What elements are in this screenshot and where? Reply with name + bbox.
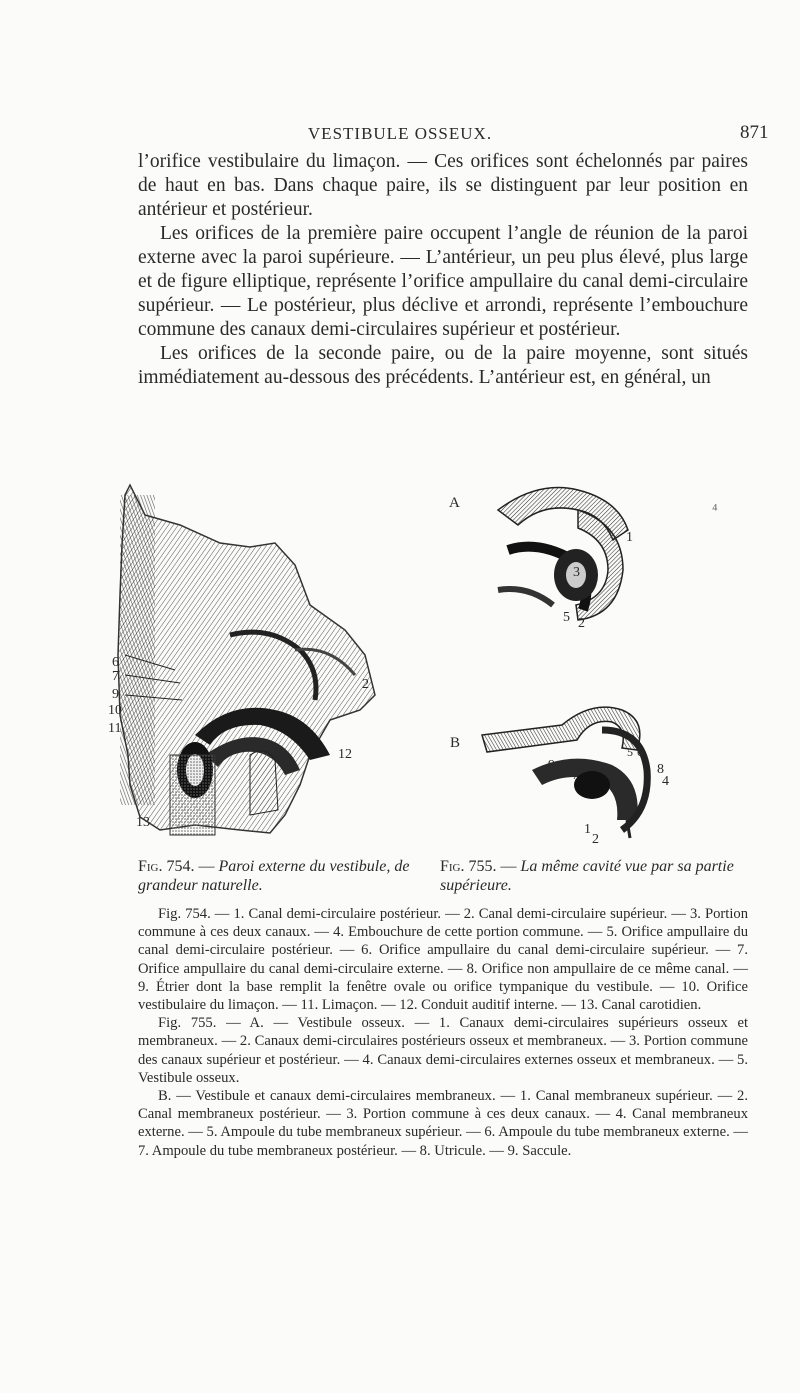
figure-754-drawing <box>100 455 400 845</box>
running-head: VESTIBULE OSSEUX. <box>307 124 493 143</box>
figure-legend <box>138 905 748 1160</box>
fig755b-label-5: 5 <box>627 745 633 759</box>
fig755b-label-9: 9 <box>548 758 555 773</box>
fig755b-label-2: 2 <box>592 832 599 847</box>
fig754-label-2: 2 <box>362 677 369 692</box>
fig754-label-6: 6 <box>112 655 119 670</box>
legend-fig754: Fig. 754. — 1. Canal demi-circulaire postérieur. — 2. Canal demi-circulaire supérieur. — 3. Portion commune à ces deux canaux. — 4. Embouchure de cette portion commune. — 5. Orifice ampullaire du canal demi-circulaire postérieur. — 6. Orifice ampullaire du canal demi-circulaire supérieur. — 7. Orifice ampullaire du canal demi-circulaire externe. — 8. Orifice non ampullaire de ce même canal. — 9. Étrier dont la base remplit la fenêtre ovale ou orifice tympanique du vestibule. — 10. Orifice vestibulaire du limaçon. — 11. Limaçon. — 12. Conduit auditif interne. — 13. Canal carotidien. <box>138 906 748 1014</box>
figure-755a-engraving <box>478 470 668 690</box>
fig754-label-12: 12 <box>338 747 352 762</box>
fig755a-label-2: 2 <box>578 616 585 631</box>
body-text <box>138 150 748 390</box>
fig754-label-9: 9 <box>112 687 119 702</box>
caption-fig755-number: Fig. 755. <box>440 858 497 875</box>
fig754-label-10: 10 <box>108 703 122 718</box>
fig755a-label-1: 1 <box>626 530 633 545</box>
legend-fig755a: Fig. 755. — A. — Vestibule osseux. — 1. Canaux demi-circulaires supérieurs osseux et membraneux. — 2. Canaux demi-circulaires postérieurs osseux et membraneux. — 3. Portion commune des canaux supérieur et postérieur. — 4. Canaux demi-circulaires externes osseux et membraneux. — 5. Vestibule osseux. <box>138 1015 748 1086</box>
fig755b-label-8: 8 <box>657 762 664 777</box>
caption-fig754-number: Fig. 754. <box>138 858 195 875</box>
figure-755b-engraving <box>472 690 682 845</box>
fig754-label-13: 13 <box>136 815 150 830</box>
body-paragraph-3: Les orifices de la seconde paire, ou de la paire moyenne, sont situés immédiatement au-dessous des précédents. L’antérieur est, en général, un <box>138 343 748 388</box>
caption-fig755-text: La même cavité vue par sa partie supérieure. <box>440 858 734 894</box>
caption-fig754: Fig. 754. — Paroi externe du vestibule, de grandeur naturelle. <box>138 858 410 894</box>
fig755b-label-4: 4 <box>662 774 669 789</box>
body-paragraph-1: l’orifice vestibulaire du limaçon. — Ces orifices sont échelonnés par paires de haut en bas. Dans chaque paire, ils se distinguent par leur position en antérieur et postérieur. <box>138 151 748 220</box>
fig755-label-b: B <box>450 735 461 751</box>
caption-fig755: Fig. 755. — La même cavité vue par sa partie supérieure. <box>440 858 734 894</box>
print-mark: ⁴ <box>712 502 718 519</box>
figure-754-engraving <box>100 455 400 845</box>
legend-fig755b: B. — Vestibule et canaux demi-circulaires membraneux. — 1. Canal membraneux supérieur. — 2. Canal membraneux postérieur. — 3. Portion commune à ces deux canaux. — 4. Canal membraneux externe. — 5. Ampoule du tube membraneux supérieur. — 6. Ampoule du tube membraneux externe. — 7. Ampoule du tube membraneux postérieur. — 8. Utricule. — 9. Saccule. <box>138 1088 748 1159</box>
fig755a-label-3: 3 <box>573 565 580 580</box>
body-paragraph-2: Les orifices de la première paire occupent l’angle de réunion de la paroi externe avec la paroi supérieure. — L’antérieur, un peu plus élevé, plus large et de figure elliptique, représente l’orifice ampullaire du canal demi-circulaire supérieur. — Le postérieur, plus déclive et arrondi, représente l’embouchure commune des canaux demi-circulaires supérieur et postérieur. <box>138 223 748 340</box>
page-number: 871 <box>740 122 769 143</box>
fig754-label-7: 7 <box>112 669 119 684</box>
fig755b-label-3: 3 <box>612 774 619 789</box>
fig755b-label-6: 6 <box>637 745 643 759</box>
fig754-label-11: 11 <box>108 721 122 736</box>
caption-fig754-text: Paroi externe du vestibule, de grandeur naturelle. <box>138 858 410 894</box>
fig755-label-a: A <box>449 495 460 511</box>
fig755a-label-5: 5 <box>563 610 570 625</box>
fig755b-label-1: 1 <box>584 822 591 837</box>
fig755b-label-7: 7 <box>572 768 579 783</box>
